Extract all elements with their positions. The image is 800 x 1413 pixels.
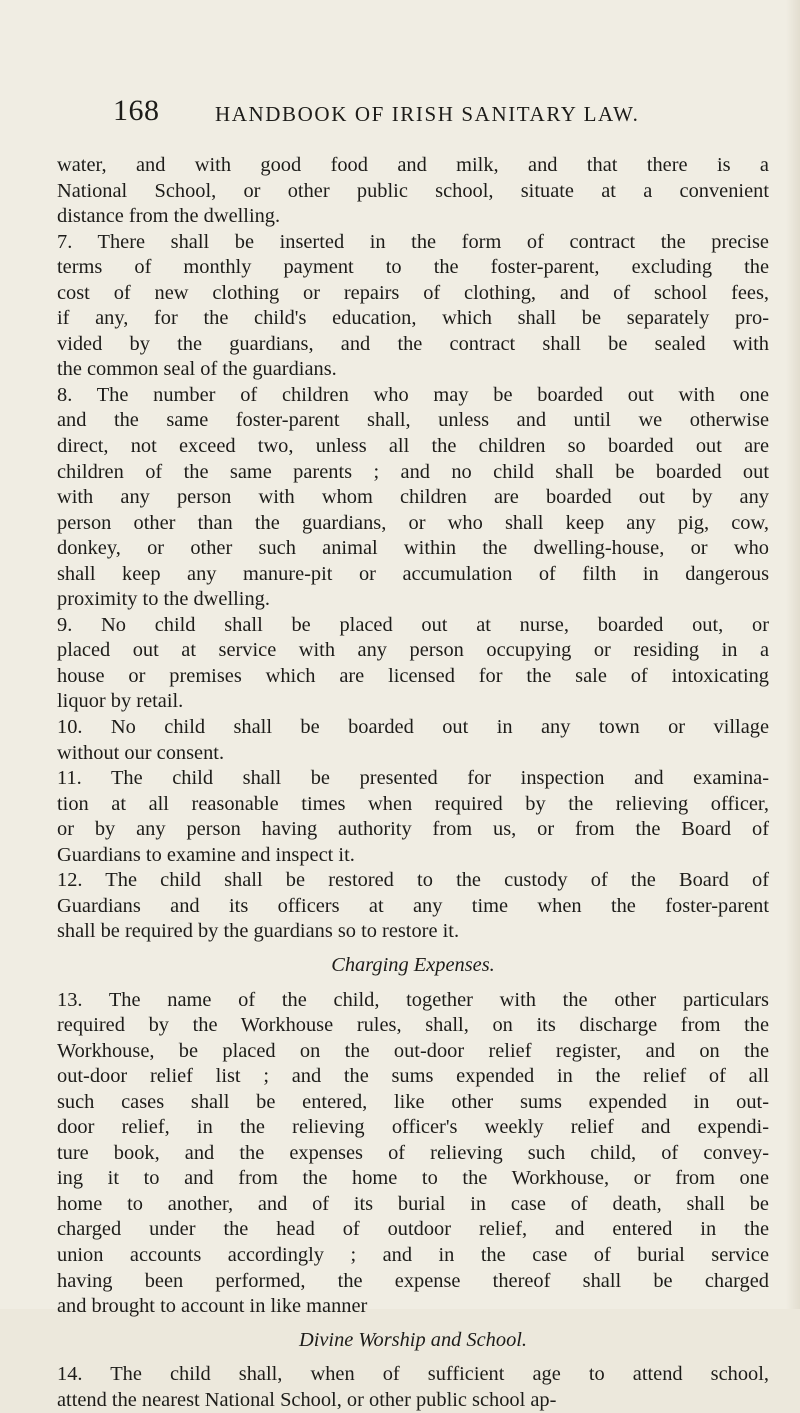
text-line: required by the Workhouse rules, shall, on its discharge from the bbox=[57, 1014, 769, 1037]
text-line: vided by the guardians, and the contract shall be sealed with bbox=[57, 332, 769, 355]
text-line: cost of new clothing or repairs of clothing, and of school fees, bbox=[57, 281, 769, 304]
paragraph-group-expenses bbox=[57, 988, 769, 1320]
text-line: the common seal of the guardians. bbox=[57, 358, 337, 381]
text-line: with any person with whom children are boarded out by any bbox=[57, 486, 769, 509]
text-line: terms of monthly payment to the foster-parent, excluding the bbox=[57, 256, 769, 279]
text-line: 9. No child shall be placed out at nurse, boarded out, or bbox=[57, 613, 769, 636]
text-line: such cases shall be entered, like other sums expended in out- bbox=[57, 1090, 769, 1113]
text-line: 11. The child shall be presented for inspection and examina- bbox=[57, 767, 769, 790]
text-line: house or premises which are licensed for the sale of intoxicating bbox=[57, 664, 769, 687]
text-line: placed out at service with any person occupying or residing in a bbox=[57, 639, 769, 662]
text-line: 8. The number of children who may be boarded out with one bbox=[57, 383, 769, 406]
text-line: liquor by retail. bbox=[57, 690, 184, 713]
paragraph-group-rules bbox=[57, 153, 769, 945]
text-line: charged under the head of outdoor relief, and entered in the bbox=[57, 1218, 769, 1241]
paragraph bbox=[57, 230, 769, 383]
text-line: Guardians to examine and inspect it. bbox=[57, 843, 355, 866]
paragraph bbox=[57, 1362, 769, 1413]
running-title: HANDBOOK OF IRISH SANITARY LAW. bbox=[215, 102, 640, 126]
text-line: National School, or other public school, situate at a convenient bbox=[57, 179, 769, 202]
paragraph-group-worship bbox=[57, 1362, 769, 1413]
text-line: 12. The child shall be restored to the custody of the Board of bbox=[57, 869, 769, 892]
text-line: proximity to the dwelling. bbox=[57, 588, 270, 611]
text-line: union accounts accordingly ; and in the case of burial service bbox=[57, 1243, 769, 1266]
text-line: ture book, and the expenses of relieving such child, of convey- bbox=[57, 1141, 769, 1164]
text-line: door relief, in the relieving officer's weekly relief and expendi- bbox=[57, 1116, 769, 1139]
text-line: 10. No child shall be boarded out in any town or village bbox=[57, 716, 769, 739]
text-line: children of the same parents ; and no child shall be boarded out bbox=[57, 460, 769, 483]
text-line: donkey, or other such animal within the dwelling-house, or who bbox=[57, 537, 769, 560]
section-heading-charging-expenses: Charging Expenses. bbox=[331, 953, 495, 976]
section-heading-divine-worship: Divine Worship and School. bbox=[298, 1328, 528, 1351]
text-line: shall keep any manure-pit or accumulation of filth in dangerous bbox=[57, 562, 769, 585]
text-line: home to another, and of its burial in case of death, shall be bbox=[57, 1192, 769, 1215]
page-body bbox=[57, 153, 769, 1413]
text-line: Workhouse, be placed on the out-door relief register, and on the bbox=[57, 1039, 769, 1062]
text-line: 13. The name of the child, together with the other particulars bbox=[57, 988, 769, 1011]
text-line: water, and with good food and milk, and that there is a bbox=[57, 154, 769, 176]
paragraph bbox=[57, 766, 769, 868]
text-line: shall be required by the guardians so to restore it. bbox=[57, 920, 460, 943]
text-line: if any, for the child's education, which shall be separately pro- bbox=[57, 307, 769, 330]
paragraph bbox=[57, 153, 769, 230]
text-line: or by any person having authority from us, or from the Board of bbox=[57, 818, 769, 841]
text-line: person other than the guardians, or who shall keep any pig, cow, bbox=[57, 511, 769, 534]
text-line: Guardians and its officers at any time when the foster-parent bbox=[57, 894, 769, 917]
text-line: 7. There shall be inserted in the form of contract the precise bbox=[57, 230, 769, 253]
text-line: without our consent. bbox=[57, 741, 225, 764]
text-line: 14. The child shall, when of sufficient age to attend school, bbox=[57, 1363, 769, 1386]
paragraph bbox=[57, 613, 769, 715]
paragraph bbox=[57, 988, 769, 1320]
paragraph bbox=[57, 715, 769, 766]
page-edge-shadow bbox=[786, 0, 800, 1309]
text-line: tion at all reasonable times when required by the relieving officer, bbox=[57, 792, 769, 815]
text-line: and the same foster-parent shall, unless and until we otherwise bbox=[57, 409, 769, 432]
text-line: having been performed, the expense thereof shall be charged bbox=[57, 1269, 769, 1292]
text-line: distance from the dwelling. bbox=[57, 205, 281, 228]
paragraph bbox=[57, 383, 769, 613]
paragraph bbox=[57, 868, 769, 945]
text-line: out-door relief list ; and the sums expended in the relief of all bbox=[57, 1065, 769, 1088]
text-line: ing it to and from the home to the Workhouse, or from one bbox=[57, 1167, 769, 1190]
text-line: attend the nearest National School, or other public school ap- bbox=[57, 1388, 557, 1411]
text-line: direct, not exceed two, unless all the children so boarded out are bbox=[57, 435, 769, 458]
page-number: 168 bbox=[113, 94, 160, 127]
text-line: and brought to account in like manner bbox=[57, 1295, 368, 1318]
page-header bbox=[113, 94, 640, 134]
